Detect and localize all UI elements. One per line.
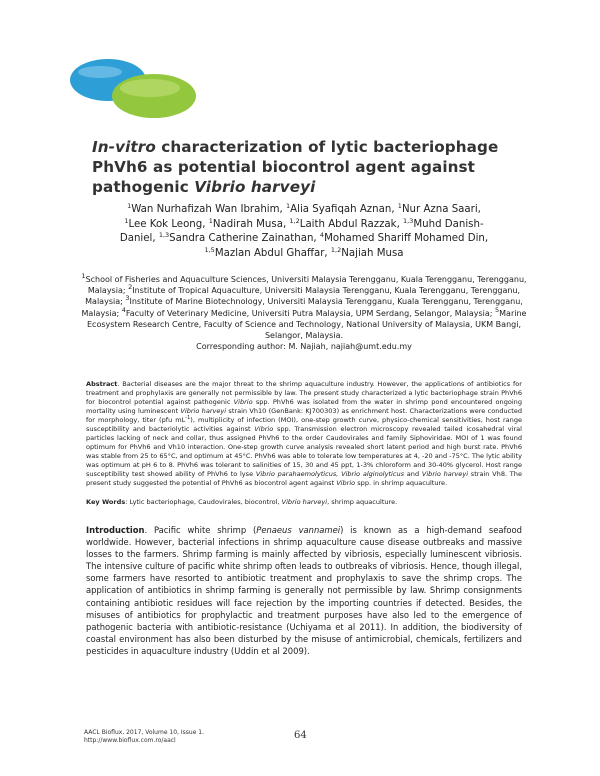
title-main: characterization of lytic bacteriophage PhVh6 as potential biocontrol agent against pathogenic (92, 138, 499, 196)
affil-sup: 2 (128, 283, 133, 292)
abstract-sup: -1 (185, 415, 191, 421)
author-sup: 1 (124, 216, 129, 225)
author-sup: 1,3 (403, 216, 414, 225)
footer-citation (84, 729, 204, 745)
keywords-text: : Lytic bacteriophage, Caudovirales, biocontrol, (125, 498, 282, 506)
intro-text: ) is known as a high-demand seafood worldwide. However, bacterial infections in shrimp aquaculture cause disease outbreaks and massive losses to the farmers. Shrimp farming is mainly affected by vibriosis, especially luminescent vibriosis. The intensive culture of pacific white shrimp often leads to outbreaks of vibriosis. Hence, though illegal, some farmers have resorted to antibiotic treatment and prophylaxis to save the shrimp crops. The application of antibiotics in shrimp farming is generally not permissible by law. Shrimp consignments containing antibiotic residues will face rejection by the importing countries if detected. Besides, the misuses of antibiotics for prophylactic and treatment purposes have also led to the emergence of pathogenic bacteria with antibiotic-resistance (Uchiyama et al 2011). In addition, the biodiversity of coastal environment has also been disturbed by the misuse of antimicrobial, chemicals, fertilizers and pesticides in aquaculture industry (Uddin et al 2009). (86, 525, 522, 656)
abstract-italic: Vibrio (233, 398, 253, 406)
abstract-text: ), multiplicity of infection (MOI), one-step growth curve, physico-chemical sensitivities, host range susceptibility and bacteriolytic activities against (86, 416, 522, 433)
author-name: Wan Nurhafizah Wan Ibrahim, (131, 204, 287, 215)
corresponding-author: Corresponding author: M. Najiah, najiah@umt.edu.my (196, 342, 412, 352)
author-sup: 1 (286, 202, 291, 210)
abstract-italic: Vibrio harveyi (421, 470, 469, 478)
affil-sup: 3 (125, 294, 130, 303)
author-name: Daniel, (119, 233, 159, 245)
intro-italic: Penaeus vannamei (256, 525, 341, 535)
affil-sup: 5 (495, 305, 500, 314)
author-line-3 (84, 232, 524, 247)
abstract-italic: Vibrio parahaemolyticus, Vibrio alginolyticus (255, 470, 405, 478)
paper-title (92, 137, 532, 197)
abstract (86, 380, 522, 488)
abstract-italic: Vibrio harveyi (180, 407, 227, 415)
author-line-2 (84, 218, 524, 233)
abstract-text: spp. in shrimp aquaculture. (355, 479, 448, 487)
author-name: Mohamed Shariff Mohamed Din, (324, 233, 489, 245)
abstract-text: spp. Transmission electron microscopy revealed tailed icosahedral viral particles lacking of neck and collar, thus assigned PhVh6 to the order Caudovirales and family Siphoviridae. MOI of 1 was found optimum for PhVh6 and Vh10 interaction. One-step growth curve analysis revealed short latent period and high burst rate. PhVh6 was stable from 25 to 65°C, and optimum at 45°C. PhVh6 was able to tolerate low temperatures at 4, -20 and -75°C. The lytic ability was optimum at pH 6 to 8. PhVh6 was tolerant to salinities of 15, 30 and 45 ppt, 1-3% chloroform and 30-40% glycerol. Host range susceptibility test showed ability of PhVh6 to lyse (86, 425, 522, 478)
affiliations (76, 274, 532, 352)
logo-green-highlight (120, 79, 180, 97)
author-line-1 (84, 203, 524, 218)
author-sup: 1,2 (289, 216, 300, 225)
intro-label: Introduction (86, 525, 145, 535)
abstract-label: Abstract (86, 380, 118, 388)
author-name: Nur Azna Saari, (401, 204, 481, 215)
title-italic-2: Vibrio harveyi (194, 178, 316, 196)
keywords-label: Key Words (86, 498, 126, 506)
author-sup: 1,5 (204, 245, 215, 254)
journal-logo (66, 58, 198, 120)
affil-text: Institute of Tropical Aquaculture, Universiti Malaysia Terengganu, Kuala Terengganu, Terengganu, Malaysia; (85, 286, 521, 307)
author-name: Laith Abdul Razzak, (299, 218, 404, 230)
footer-journal: AACL Bioflux, 2017, Volume 10, Issue 1. (84, 729, 205, 736)
author-list (84, 203, 524, 261)
abstract-italic: Vibrio (254, 425, 274, 433)
affil-text: Faculty of Veterinary Medicine, Universiti Putra Malaysia, UPM Serdang, Selangor, Malaysia; (125, 308, 495, 318)
footer-url[interactable]: http://www.bioflux.com.ro/aacl (84, 737, 176, 744)
abstract-italic: Vibrio (336, 479, 356, 487)
author-sup: 1,2 (330, 245, 342, 254)
author-sup: 1 (397, 202, 402, 210)
affil-text: Marine Ecosystem Research Centre, Faculty of Science and Technology, National University of Malaysia, UKM Bangi, Selangor, Malaysia. (87, 308, 527, 341)
affil-sup: 4 (121, 305, 126, 314)
author-name: Najiah Musa (341, 247, 404, 259)
author-sup: 1 (127, 202, 132, 210)
affil-text: School of Fisheries and Aquaculture Sciences, Universiti Malaysia Terengganu, Kuala Terengganu, Terengganu, Malaysia; (85, 275, 527, 296)
logo-blue-highlight (78, 66, 122, 78)
author-name: Muhd Danish- (413, 218, 484, 230)
abstract-text: and (404, 470, 422, 478)
author-sup: 1,3 (158, 231, 170, 240)
author-name: Sandra Catherine Zainathan, (169, 233, 320, 245)
abstract-text: . Bacterial diseases are the major threat to the shrimp aquaculture industry. However, the applications of antibiotics for treatment and prophylaxis are generally not permissible by law. The present study characterized a lytic bacteriophage strain PhVh6 for biocontrol potential against pathogenic (86, 380, 522, 406)
keywords-italic: Vibrio harveyi (281, 498, 328, 506)
keywords (86, 498, 522, 507)
author-sup: 4 (319, 231, 325, 240)
introduction (86, 524, 522, 657)
abstract-text: spp. PhVh6 was isolated from the water in shrimp pond encountered ongoing mortality using luminescent (86, 398, 522, 415)
author-sup: 1 (208, 216, 213, 225)
abstract-text: strain Vh8. The present study suggested the potential of PhVh6 as biocontrol agent against (86, 470, 522, 487)
affil-text: Institute of Marine Biotechnology, Universiti Malaysia Terengganu, Kuala Terengganu, Terengganu, Malaysia; (81, 297, 523, 318)
title-italic-1: In-vitro (92, 138, 156, 156)
author-name: Mazlan Abdul Ghaffar, (214, 247, 331, 259)
author-name: Lee Kok Leong, (128, 218, 209, 230)
author-name: Nadirah Musa, (212, 218, 290, 230)
keywords-text: , shrimp aquaculture. (327, 498, 398, 506)
author-line-4 (84, 247, 524, 262)
page-number: 64 (294, 730, 307, 741)
author-name: Alia Syafiqah Aznan, (290, 204, 398, 215)
intro-text: . Pacific white shrimp ( (144, 525, 257, 535)
abstract-text: strain Vh10 (GenBank: KJ700303) as enrichment host. Characterizations were conducted for morphology, titer (pfu mL (86, 407, 523, 424)
affil-sup: 1 (81, 272, 86, 280)
